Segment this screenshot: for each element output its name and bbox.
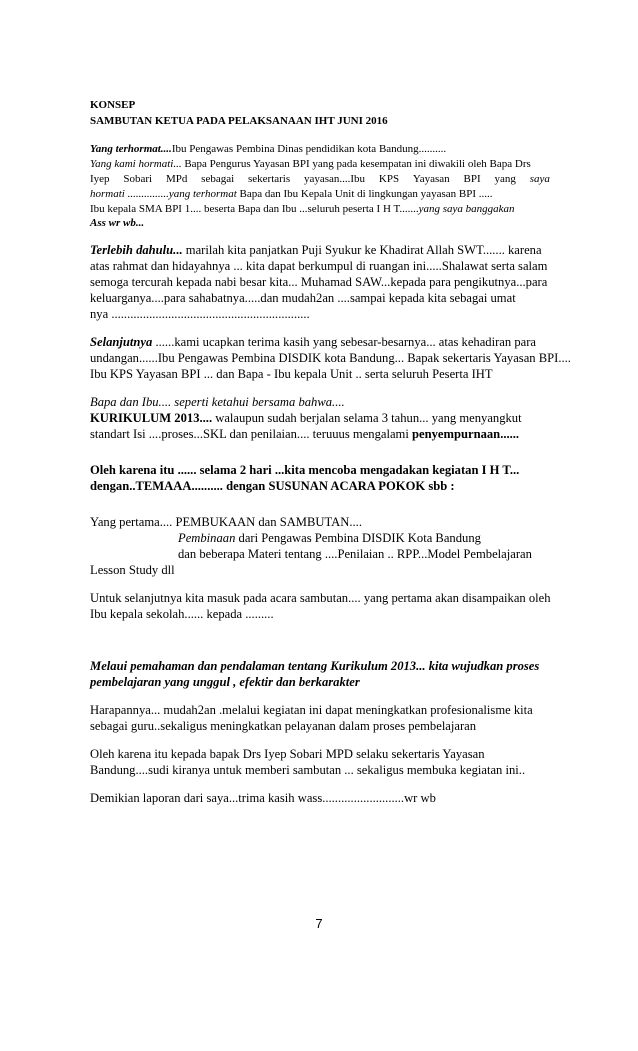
p5-line-3: dan beberapa Materi tentang ....Penilaian .. RPP...Model Pembelajaran (178, 547, 532, 561)
p6-line-1: Untuk selanjutnya kita masuk pada acara sambutan.... yang pertama akan disampaikan oleh (90, 591, 551, 605)
greeting-3-word: BPI (463, 173, 481, 185)
p4-line-1: Oleh karena itu ...... selama 2 hari ...kita mencoba mengadakan kegiatan I H T... (90, 463, 520, 477)
p2-line-3: Ibu KPS Yayasan BPI ... dan Bapa - Ibu kepala Unit .. serta seluruh Peserta IHT (90, 367, 493, 381)
greeting-salam: Ass wr wb... (90, 217, 145, 229)
greeting-line-5 (90, 202, 550, 216)
greeting-3-word: yang (494, 173, 516, 185)
p1-line-1 (90, 242, 550, 258)
greeting-4-text: Bapa dan Ibu Kepala Unit di lingkungan yayasan BPI ..... (236, 188, 493, 200)
p1-line-3: semoga tercurah kepada nabi besar kita... Muhamad SAW...kepada para pengikutnya...para (90, 275, 548, 289)
p8-line-1: Harapannya... mudah2an .melalui kegiatan ini dapat meningkatkan profesionalisme kita (90, 703, 533, 717)
p3-line-3 (90, 426, 550, 442)
greeting-3-word: Iyep (90, 173, 110, 185)
p1-line-4: keluarganya....para sahabatnya.....dan mudah2an ....sampai kepada kita sebagai umat (90, 291, 516, 305)
p9-line-2: Bandung....sudi kiranya untuk memberi sambutan ... sekaligus membuka kegiatan ini.. (90, 763, 526, 777)
doc-heading-konsep: KONSEP (90, 99, 136, 111)
p1-line-2: atas rahmat dan hidayahnya ... kita dapat berkumpul di ruangan ini.....Shalawat serta salam (90, 259, 548, 273)
page-number: 7 (315, 916, 323, 931)
p3-line-2-text: walaupun sudah berjalan selama 3 tahun... yang menyangkut (212, 411, 522, 425)
p1-line-1-text: marilah kita panjatkan Puji Syukur ke Khadirat Allah SWT....... karena (182, 243, 542, 257)
p5-pembinaan: Pembinaan (178, 531, 236, 545)
greeting-3-word: Yayasan (412, 173, 450, 185)
greeting-3-word: sebagai (201, 173, 235, 185)
greeting-line-1 (90, 142, 550, 156)
p10-line-1: Demikian laporan dari saya...trima kasih wass..........................wr wb (90, 791, 436, 805)
greeting-3-word: yayasan....Ibu (303, 173, 366, 185)
p2-line-1-text: ......kami ucapkan terima kasih yang sebesar-besarnya... atas kehadiran para (152, 335, 536, 349)
greeting-2-lead: Yang kami hormati... (90, 158, 182, 170)
greeting-2-text: Bapa Pengurus Yayasan BPI yang pada kesempatan ini diwakili oleh Bapa Drs (181, 158, 531, 170)
p7-line-2: pembelajaran yang unggul , efektir dan berkarakter (90, 675, 360, 689)
p4-line-2: dengan..TEMAAA.......... dengan SUSUNAN ACARA POKOK sbb : (90, 479, 455, 493)
greeting-3-word: sekertaris (247, 173, 291, 185)
greeting-line-3 (90, 172, 550, 186)
greeting-4-emph: yang terhormat (168, 188, 237, 200)
greeting-3-word: KPS (378, 173, 400, 185)
p3-line-1: Bapa dan Ibu.... seperti ketahui bersama bahwa.... (90, 395, 345, 409)
p3-kurikulum: KURIKULUM 2013.... (90, 411, 213, 425)
greeting-3-word: Sobari (123, 173, 153, 185)
greeting-5-text: Ibu kepala SMA BPI 1.... beserta Bapa dan Ibu ...seluruh peserta I H T....... (90, 203, 419, 215)
p1-lead: Terlebih dahulu... (90, 243, 183, 257)
p8-line-2: sebagai guru..sekaligus meningkatkan pelayanan dalam proses pembelajaran (90, 719, 477, 733)
p1-line-5: nya ............................................................... (90, 307, 310, 321)
p3-penyempurnaan: penyempurnaan...... (412, 427, 520, 441)
p5-line-1: Yang pertama.... PEMBUKAAN dan SAMBUTAN.... (90, 515, 362, 529)
p2-line-2: undangan......Ibu Pengawas Pembina DISDIK kota Bandung... Bapak sekertaris Yayasan BPI.... (90, 351, 571, 365)
p9-line-1: Oleh karena itu kepada bapak Drs Iyep Sobari MPD selaku sekertaris Yayasan (90, 747, 485, 761)
p5-line-2 (178, 530, 558, 546)
greeting-1-lead: Yang terhormat.... (90, 143, 172, 155)
p7-line-1: Melaui pemahaman dan pendalaman tentang Kurikulum 2013... kita wujudkan proses (90, 659, 540, 673)
p3-line-2 (90, 410, 550, 426)
greeting-4-lead: hormati ............... (90, 188, 169, 200)
p2-lead: Selanjutnya (90, 335, 153, 349)
p3-line-3-text: standart Isi ....proses...SKL dan penilaian.... teruuus mengalami (90, 427, 413, 441)
greeting-3-word: saya (529, 173, 550, 185)
p2-line-1 (90, 334, 550, 350)
greeting-line-4 (90, 187, 550, 201)
greeting-line-2 (90, 157, 550, 171)
greeting-5-emph: yang saya banggakan (418, 203, 515, 215)
greeting-3-word: MPd (165, 173, 188, 185)
greeting-1-text: Ibu Pengawas Pembina Dinas pendidikan kota Bandung.......... (171, 143, 447, 155)
doc-title: SAMBUTAN KETUA PADA PELAKSANAAN IHT JUNI 2016 (90, 115, 388, 127)
p5-line-2-text: dari Pengawas Pembina DISDIK Kota Bandung (235, 531, 481, 545)
p5-line-4: Lesson Study dll (90, 563, 175, 577)
p6-line-2: Ibu kepala sekolah...... kepada ......... (90, 607, 274, 621)
